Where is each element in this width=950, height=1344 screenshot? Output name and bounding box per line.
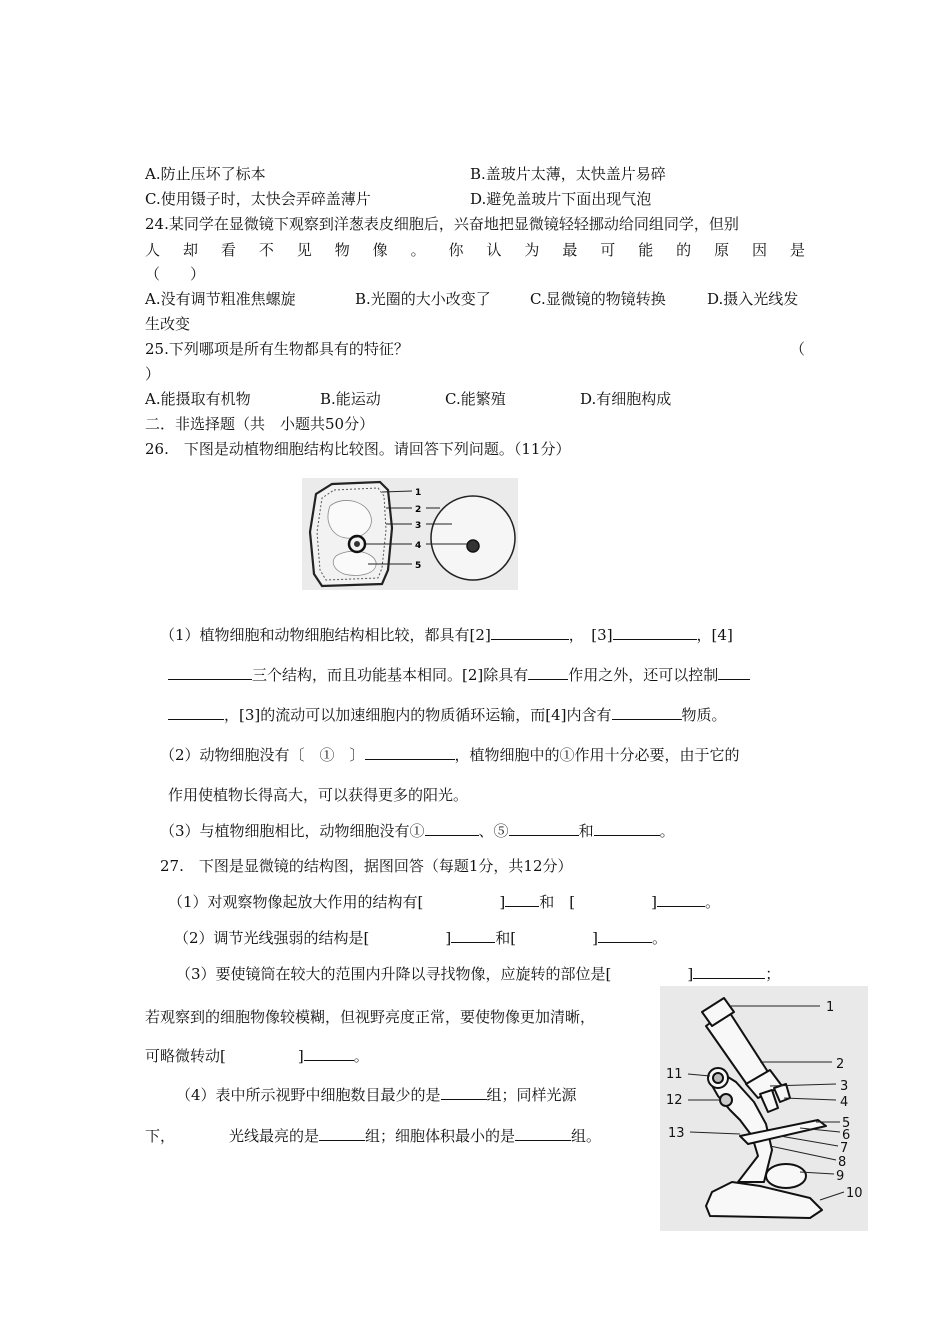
scope-leader-7	[780, 1136, 838, 1146]
scope-label-5: 5	[842, 1116, 851, 1131]
q26-part3: （3）与植物细胞相比，动物细胞没有① 、⑤ 和 。	[160, 822, 675, 840]
q26-blank-2[interactable]	[491, 625, 569, 640]
coarse-focus-knob-center	[713, 1073, 723, 1083]
q26-stem: 26. 下图是动植物细胞结构比较图。请回答下列问题。（11分）	[145, 440, 571, 458]
q23-option-a: A.防止压坏了标本	[145, 165, 266, 183]
scope-label-3: 3	[840, 1079, 849, 1094]
scope-label-8: 8	[838, 1155, 847, 1170]
plant-vacuole-lower	[333, 551, 376, 575]
scope-leader-11	[688, 1074, 710, 1076]
q26-blank-4[interactable]	[168, 665, 252, 680]
q26-blank-control-cont[interactable]	[168, 705, 224, 720]
q27-blank-mirror[interactable]	[598, 928, 652, 943]
scope-label-1: 1	[826, 1000, 835, 1015]
q27-sub1: （1）对观察物像起放大作用的结构有[ ] 和 [ ] 。	[168, 893, 720, 911]
animal-nucleus	[467, 540, 479, 552]
q26-part2-line1: （2）动物细胞没有〔 ① 〕 ，植物细胞中的①作用十分必要，由于它的	[160, 746, 740, 764]
scope-leader-10	[820, 1192, 844, 1200]
q26-part1-line2: 三个结构，而且功能基本相同。[2]除具有 作用之外，还可以控制	[168, 664, 750, 685]
q27-sub4-line2: 下， 光线最亮的是 组；细胞体积最小的是 组。	[145, 1127, 602, 1145]
q24-option-d: D.摄入光线发	[707, 290, 799, 308]
q26-blank-vacuole[interactable]	[509, 821, 579, 836]
q23-option-c: C.使用镊子时，太快会弄碎盖薄片	[145, 190, 371, 208]
q24-answer-bracket: （ ）	[145, 265, 206, 283]
q26-part2-line2: 作用使植物长得高大，可以获得更多的阳光。	[168, 786, 469, 804]
cell-comparison-figure	[302, 478, 518, 590]
microscope-base	[706, 1182, 822, 1218]
q26-blank-wall[interactable]	[425, 821, 479, 836]
q26-part1-line3: ，[3]的流动可以加速细胞内的物质循环运输，而[4]内含有 物质。	[168, 704, 727, 725]
cell-label-4: 4	[415, 541, 422, 551]
scope-leader-8	[770, 1146, 836, 1160]
scope-label-12: 12	[666, 1093, 683, 1108]
scope-label-11: 11	[666, 1067, 683, 1082]
q26-blank-1[interactable]	[365, 745, 455, 760]
scope-leader-4	[784, 1098, 836, 1100]
q25-option-d: D.有细胞构成	[580, 390, 672, 408]
scope-leader-13	[690, 1132, 740, 1134]
q27-sub4-line1: （4）表中所示视野中细胞数目最少的是 组；同样光源	[176, 1086, 577, 1104]
cell-label-3: 3	[415, 521, 422, 531]
scope-label-2: 2	[836, 1057, 845, 1072]
scope-label-9: 9	[836, 1169, 845, 1184]
q24-stem-line1: 24.某同学在显微镜下观察到洋葱表皮细胞后，兴奋地把显微镜轻轻挪动给同组同学，但别	[145, 215, 739, 233]
q26-blank-3[interactable]	[613, 625, 697, 640]
q26-part1-line1: （1）植物细胞和动物细胞结构相比较，都具有[2] ， [3] ，[4]	[160, 626, 733, 644]
animal-cell-membrane	[431, 496, 515, 580]
q24-option-b: B.光圈的大小改变了	[355, 290, 491, 308]
q25-option-b: B.能运动	[320, 390, 381, 408]
q26-blank-substance[interactable]	[612, 705, 682, 720]
q26-blank-function[interactable]	[528, 665, 568, 680]
q27-blank-diaphragm[interactable]	[451, 928, 495, 943]
q27-sub3-line3: 可略微转动[ ] 。	[145, 1047, 369, 1065]
plant-nucleolus	[354, 541, 360, 547]
q27-stem: 27. 下图是显微镜的结构图，据图回答（每题1分，共12分）	[160, 857, 573, 875]
q25-bracket-open: （	[790, 340, 806, 358]
q27-blank-coarse[interactable]	[693, 964, 765, 979]
q25-option-c: C.能繁殖	[445, 390, 506, 408]
q27-blank-eyepiece[interactable]	[505, 892, 539, 907]
cell-label-2: 2	[415, 505, 422, 515]
microscope-figure	[660, 986, 868, 1231]
section-title-non-choice: 二．非选择题（共 小题共50分）	[145, 415, 375, 433]
q26-blank-chloroplast[interactable]	[594, 821, 660, 836]
q27-sub3-line1: （3）要使镜筒在较大的范围内升降以寻找物像，应旋转的部位是[ ] ；	[176, 965, 781, 983]
scope-label-4: 4	[840, 1095, 849, 1110]
q24-option-c: C.显微镜的物镜转换	[530, 290, 666, 308]
q24-stem-line2: 人 却 看 不 见 物 像 。 你 认 为 最 可 能 的 原 因 是	[145, 241, 805, 259]
fine-focus-knob	[720, 1094, 732, 1106]
q25-option-a: A.能摄取有机物	[145, 390, 251, 408]
microscope-objective-b	[774, 1084, 790, 1102]
scope-label-6: 6	[842, 1128, 851, 1143]
q23-option-b: B.盖玻片太薄，太快盖片易碎	[470, 165, 666, 183]
scope-label-10: 10	[846, 1186, 863, 1201]
cell-label-1: 1	[415, 488, 422, 498]
scope-label-7: 7	[840, 1141, 849, 1156]
q23-option-d: D.避免盖玻片下面出现气泡	[470, 190, 652, 208]
q26-blank-control[interactable]	[718, 665, 750, 680]
q27-blank-fewest[interactable]	[441, 1085, 487, 1100]
q27-blank-objective[interactable]	[657, 892, 705, 907]
q24-option-d-continued: 生改变	[145, 315, 191, 333]
q27-sub2: （2）调节光线强弱的结构是[ ] 和[ ] 。	[174, 929, 667, 947]
cell-label-5: 5	[415, 561, 422, 571]
q27-blank-brightest[interactable]	[319, 1126, 365, 1141]
q25-stem: 25.下列哪项是所有生物都具有的特征？	[145, 340, 409, 358]
q27-blank-smallest[interactable]	[515, 1126, 571, 1141]
q24-option-a: A.没有调节粗准焦螺旋	[145, 290, 296, 308]
microscope-diagram-svg	[660, 986, 868, 1231]
q27-sub3-line2: 若观察到的细胞物像较模糊，但视野亮度正常，要使物像更加清晰，	[145, 1008, 596, 1026]
cell-diagram-svg	[302, 478, 518, 590]
microscope-mirror	[766, 1164, 806, 1188]
scope-label-13: 13	[668, 1126, 685, 1141]
q27-blank-fine[interactable]	[304, 1046, 354, 1061]
q25-bracket-close: ）	[145, 365, 161, 383]
